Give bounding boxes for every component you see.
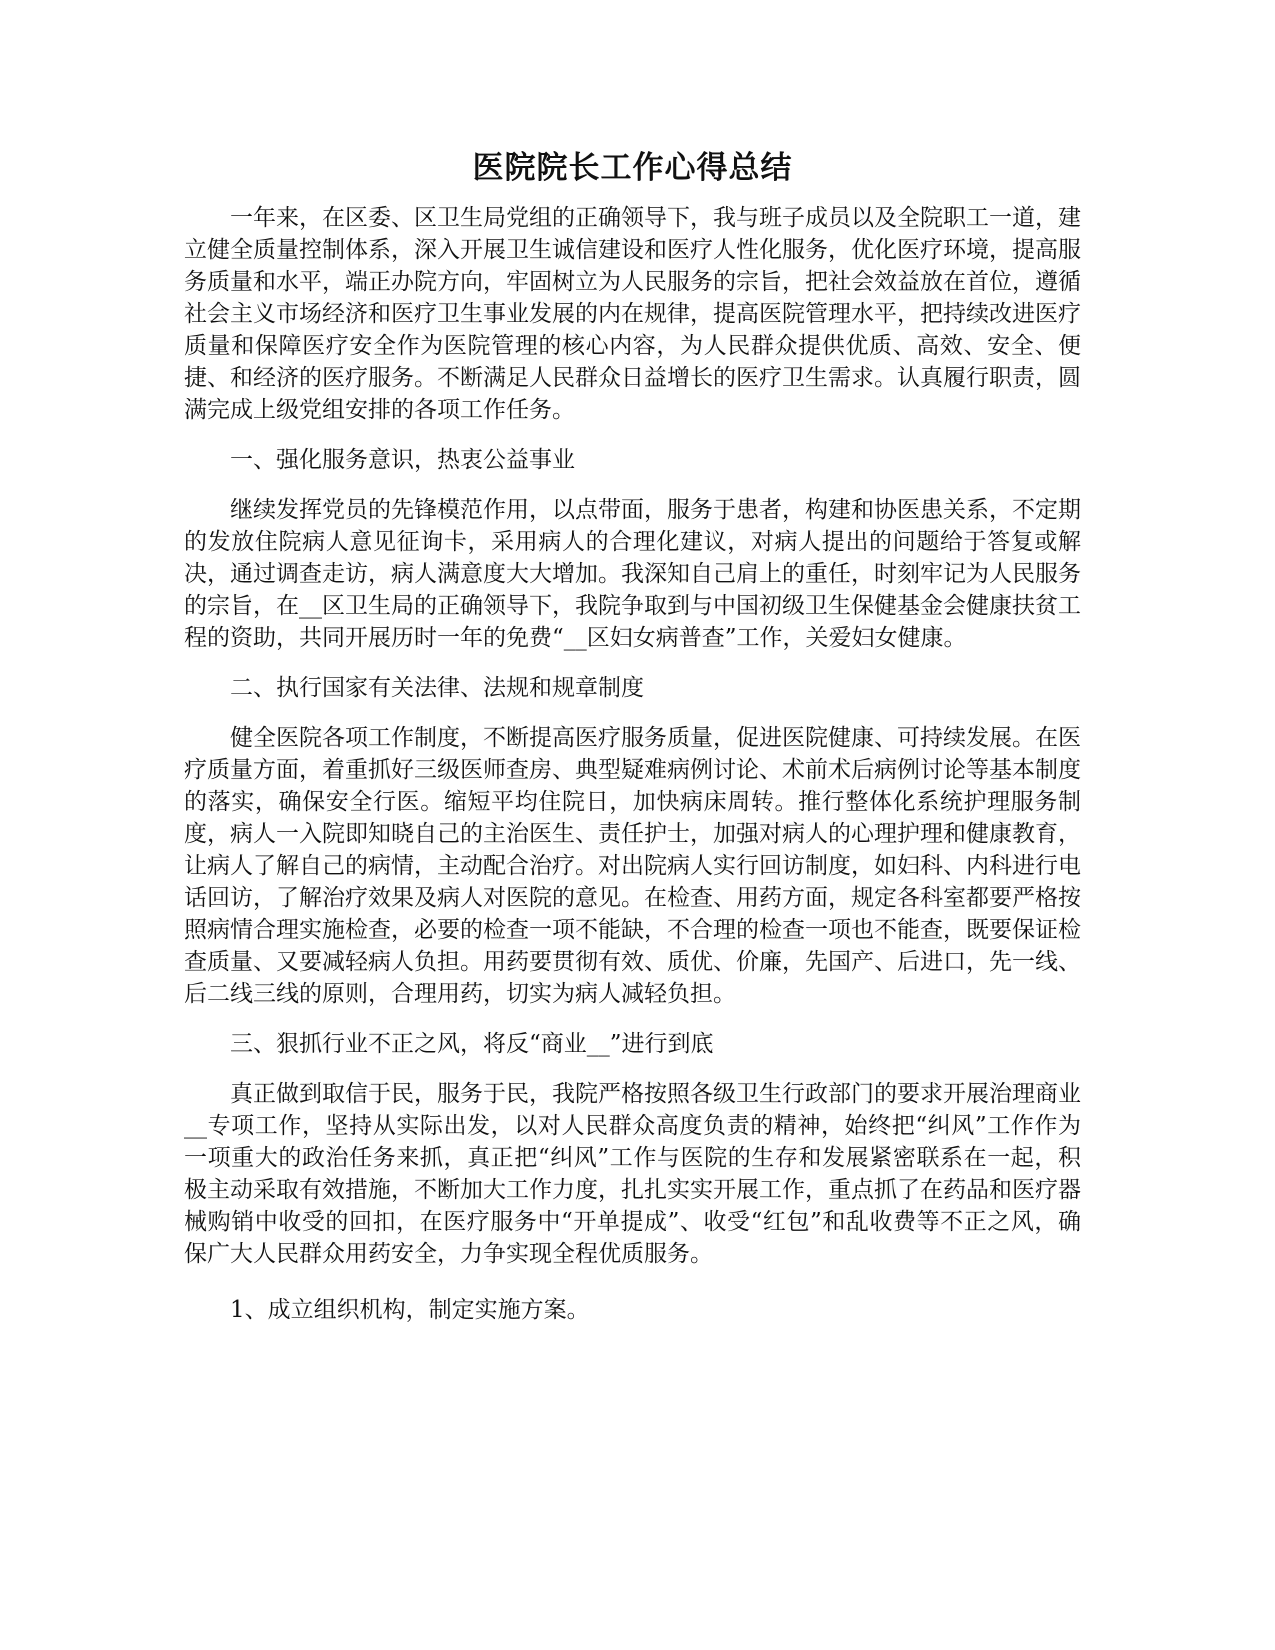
section-3-heading: 三、狠抓行业不正之风，将反“商业__”进行到底 bbox=[230, 1031, 714, 1057]
section-2-heading: 二、执行国家有关法律、法规和规章制度 bbox=[230, 675, 644, 701]
section-3-paragraph: 真正做到取信于民，服务于民，我院严格按照各级卫生行政部门的要求开展治理商业__专项工作，坚持从实际出发，以对人民群众高度负责的精神，始终把“纠风”工作作为一项重大的政治任务来抓，真正把“纠风”工作与医院的生存和发展紧密联系在一起，积极主动采取有效措施，不断加大工作力度，扎扎实实开展工作，重点抓了在药品和医疗器械购销中收受的回扣，在医疗服务中“开单提成”、收受“红包”和乱收费等不正之风，确保广大人民群众用药安全，力争实现全程优质服务。 bbox=[184, 1081, 1081, 1267]
document-body bbox=[184, 148, 1081, 1326]
section-1-paragraph: 继续发挥党员的先锋模范作用，以点带面，服务于患者，构建和协医患关系，不定期的发放住院病人意见征询卡，采用病人的合理化建议，对病人提出的问题给于答复或解决，通过调查走访，病人满意度大大增加。我深知自己肩上的重任，时刻牢记为人民服务的宗旨，在__区卫生局的正确领导下，我院争取到与中国初级卫生保健基金会健康扶贫工程的资助，共同开展历时一年的免费“__区妇女病普查”工作，关爱妇女健康。 bbox=[184, 497, 1081, 651]
intro-paragraph: 一年来，在区委、区卫生局党组的正确领导下，我与班子成员以及全院职工一道，建立健全质量控制体系，深入开展卫生诚信建设和医疗人性化服务，优化医疗环境，提高服务质量和水平，端正办院方向，牢固树立为人民服务的宗旨，把社会效益放在首位，遵循社会主义市场经济和医疗卫生事业发展的内在规律，提高医院管理水平，把持续改进医疗质量和保障医疗安全作为医院管理的核心内容，为人民群众提供优质、高效、安全、便捷、和经济的医疗服务。不断满足人民群众日益增长的医疗卫生需求。认真履行职责，圆满完成上级党组安排的各项工作任务。 bbox=[184, 205, 1081, 423]
document-title: 医院院长工作心得总结 bbox=[472, 150, 793, 186]
section-1-heading: 一、强化服务意识，热衷公益事业 bbox=[230, 447, 575, 473]
section-2-paragraph: 健全医院各项工作制度，不断提高医疗服务质量，促进医院健康、可持续发展。在医疗质量方面，着重抓好三级医师查房、典型疑难病例讨论、术前术后病例讨论等基本制度的落实，确保安全行医。缩短平均住院日，加快病床周转。推行整体化系统护理服务制度，病人一入院即知晓自己的主治医生、责任护士，加强对病人的心理护理和健康教育，让病人了解自己的病情，主动配合治疗。对出院病人实行回访制度，如妇科、内科进行电话回访，了解治疗效果及病人对医院的意见。在检查、用药方面，规定各科室都要严格按照病情合理实施检查，必要的检查一项不能缺，不合理的检查一项也不能查，既要保证检查质量、又要减轻病人负担。用药要贯彻有效、质优、价廉，先国产、后进口，先一线、后二线三线的原则，合理用药，切实为病人减轻负担。 bbox=[184, 725, 1081, 1007]
list-item-1: 1、成立组织机构，制定实施方案。 bbox=[230, 1297, 590, 1323]
